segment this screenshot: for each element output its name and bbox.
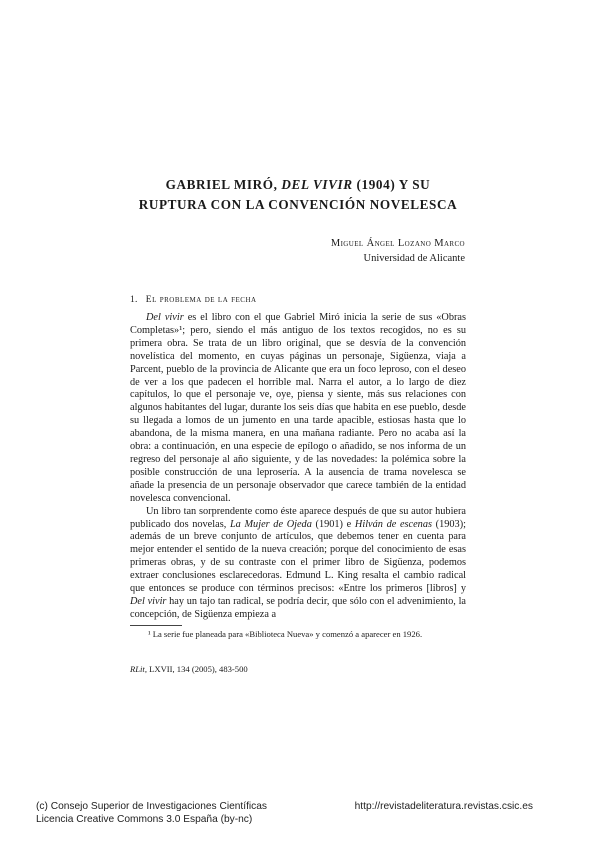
paragraph-2: Un libro tan sorprendente como éste aparece después de que su autor hubiera publicado dos novelas, La Mujer de Ojeda (1901) e Hilván de escenas (1903); además de un breve conjunto de artículos, que debemos tener en cuenta para mejor entender el sentido de la nueva creación; porque del conocimiento de esas primeras obras, y de su contraste con el primer libro de Sigüenza, podemos extraer conclusiones esclarecedoras. Edmund L. King resalta el cambio radical que entonces se produce con términos precisos: «Entre los primeros [libros] y Del vivir hay un tajo tan radical, se podría decir, que sólo con el advenimiento, la concepción, de Sigüenza empieza a [130,505,466,620]
title-italic-work: DEL VIVIR [281,177,353,192]
journal-url-link[interactable]: http://revistadeliteratura.revistas.csic.es [354,801,533,812]
author-affiliation: Universidad de Alicante [363,253,465,264]
journal-abbrev: RLit [130,664,145,674]
paragraph-1: Del vivir es el libro con el que Gabriel Miró inicia la serie de sus «Obras Completas»¹; pero, siendo el más antiguo de los textos recogidos, no es su primera obra. Se trata de un libro original, que se desvía de la convención novelística del momento, en cuyas páginas un personaje, Sigüenza, viaja a Parcent, pueblo de la provincia de Alicante que era un foco leproso, con el deseo de ver a los que padecen el horrible mal. Narra el autor, a lo largo de diez capítulos, lo que el personaje ve, oye, piensa y siente, más sus relaciones con algunos habitantes del lugar, durante los seis días que habita en ese pueblo, desde su llegada a lomos de un jumento en una tarde apacible, estiosas hasta que lo abandona, de la misma manera, en una mañana radiante. Pero no acaba así la obra: a continuación, en una especie de epílogo o añadido, se nos informa de un regreso del personaje al año siguiente, y de las novedades: la polémica sobre la posible construcción de una leprosería. A la ausencia de trama novelesca se añade la presencia de un personaje observador que carece también de la entidad novelesca convencional. [130,312,466,504]
title-line-1: GABRIEL MIRÓ, DEL VIVIR (1904) Y SU [165,177,431,192]
footnote: ¹ La serie fue planeada para «Biblioteca Nueva» y comenzó a aparecer en 1926. [148,629,423,639]
copyright-line: (c) Consejo Superior de Investigaciones Científicas [36,801,268,812]
author-name: Miguel Ángel Lozano Marco [330,238,465,249]
article-body [130,312,466,622]
author-block [331,236,465,266]
section-title: El problema de la fecha [145,295,257,305]
section-number: 1. [130,295,138,305]
article-title [0,175,596,215]
journal-citation: RLit, LXVII, 134 (2005), 483-500 [130,664,248,674]
section-heading [130,295,257,305]
title-line-2: RUPTURA CON LA CONVENCIÓN NOVELESCA [138,197,458,212]
license-line: Licencia Creative Commons 3.0 España (by-nc) [36,814,253,825]
footnote-rule [130,625,182,626]
license-block [36,800,267,826]
